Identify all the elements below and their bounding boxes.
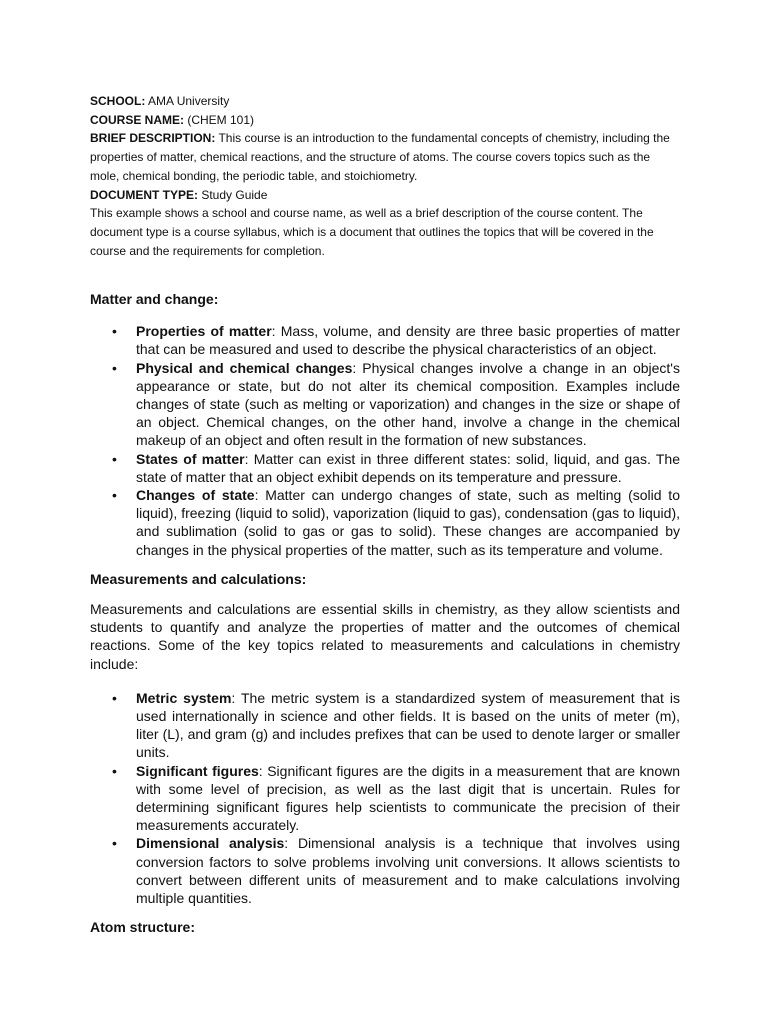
measurements-intro: Measurements and calculations are essential skills in chemistry, as they allow scientists and students to quantify and analyze the properties of matter and the outcomes of chemical reactions. Some of the key topics related to measurements and calculations in chemistry include: [90,601,680,672]
item-text: : Significant figures are the digits in a measurement that are known with some level of precision, as well as the last digit that is uncertain. Rules for determining significant figures help scientists to communicate the precision of their measurements accurately. [136,762,680,834]
school-value: AMA University [145,94,230,108]
description-line [90,129,680,185]
item-text: : Matter can undergo changes of state, such as melting (solid to liquid), freezing (liquid to solid), vaporization (liquid to gas), condensation (gas to liquid), and sublimation (solid to gas or gas to solid). These changes are accompanied by changes in the physical properties of the matter, such as its temperature and volume. [136,487,680,558]
description-value: This course is an introduction to the fundamental concepts of chemistry, including the properties of matter, chemical reactions, and the structure of atoms. The course covers topics such as the mole, chemical bonding, the periodic table, and stoichiometry. [90,131,670,183]
bullet-icon: • [112,689,117,706]
course-metadata [90,92,680,260]
item-term: Dimensional analysis [136,835,285,852]
school-line [90,92,680,111]
section-heading-matter: Matter and change: [90,291,219,307]
item-text: : Matter can exist in three different states: solid, liquid, and gas. The state of matter that an object exhibit depends on its temperature and pressure. [136,450,680,485]
section-heading-measurements: Measurements and calculations: [90,570,307,587]
item-text: : The metric system is a standardized system of measurement that is used internationally in science and other fields. It is based on the units of meter (m), liter (L), and gram (g) and includes prefixes that can be used to denote larger or smaller units. [136,689,680,761]
item-term: Physical and chemical changes [136,359,353,376]
list-item [90,834,680,907]
item-text: : Physical changes involve a change in an object's appearance or state, but do not alter its chemical composition. Examples include changes of state (such as melting or vaporization) and changes in the size or shape of an object. Chemical changes, on the other hand, involve a change in the chemical makeup of an object and often result in the formation of new substances. [136,359,680,449]
example-note: This example shows a school and course name, as well as a brief description of the course content. The document type is a course syllabus, which is a document that outlines the topics that will be covered in the course and the requirements for completion. [90,206,654,258]
bullet-icon: • [112,359,117,376]
description-label: BRIEF DESCRIPTION: [90,131,216,146]
list-item [90,450,680,486]
course-value: (CHEM 101) [184,112,255,127]
document-body [90,290,680,937]
course-label: COURSE NAME: [90,112,185,127]
bullet-icon: • [112,762,117,779]
item-text: : Dimensional analysis is a technique that involves using conversion factors to solve problems involving unit conversions. It allows scientists to convert between different units of measurement and to make calculations involving multiple quantities. [136,835,680,907]
item-text: : Mass, volume, and density are three basic properties of matter that can be measured and used to describe the physical characteristics of an object. [136,323,680,358]
item-term: States of matter [136,450,245,467]
bullet-icon: • [112,323,117,340]
item-term: Properties of matter [136,323,272,340]
list-item [90,689,680,762]
list-item [90,322,680,358]
doctype-line [90,186,680,205]
doctype-label: DOCUMENT TYPE: [90,187,198,202]
bullet-icon: • [112,487,117,504]
bullet-icon: • [112,450,117,467]
bullet-icon: • [112,835,117,852]
list-item [90,486,680,559]
school-label: SCHOOL: [90,94,146,108]
list-item [90,359,680,450]
matter-list [90,322,680,559]
item-term: Significant figures [136,762,259,779]
list-item [90,762,680,835]
item-term: Changes of state [136,487,255,504]
course-line [90,111,680,130]
item-term: Metric system [136,689,232,706]
doctype-value: Study Guide [198,187,268,202]
section-heading-atom: Atom structure: [90,919,196,936]
measurements-list [90,689,680,907]
